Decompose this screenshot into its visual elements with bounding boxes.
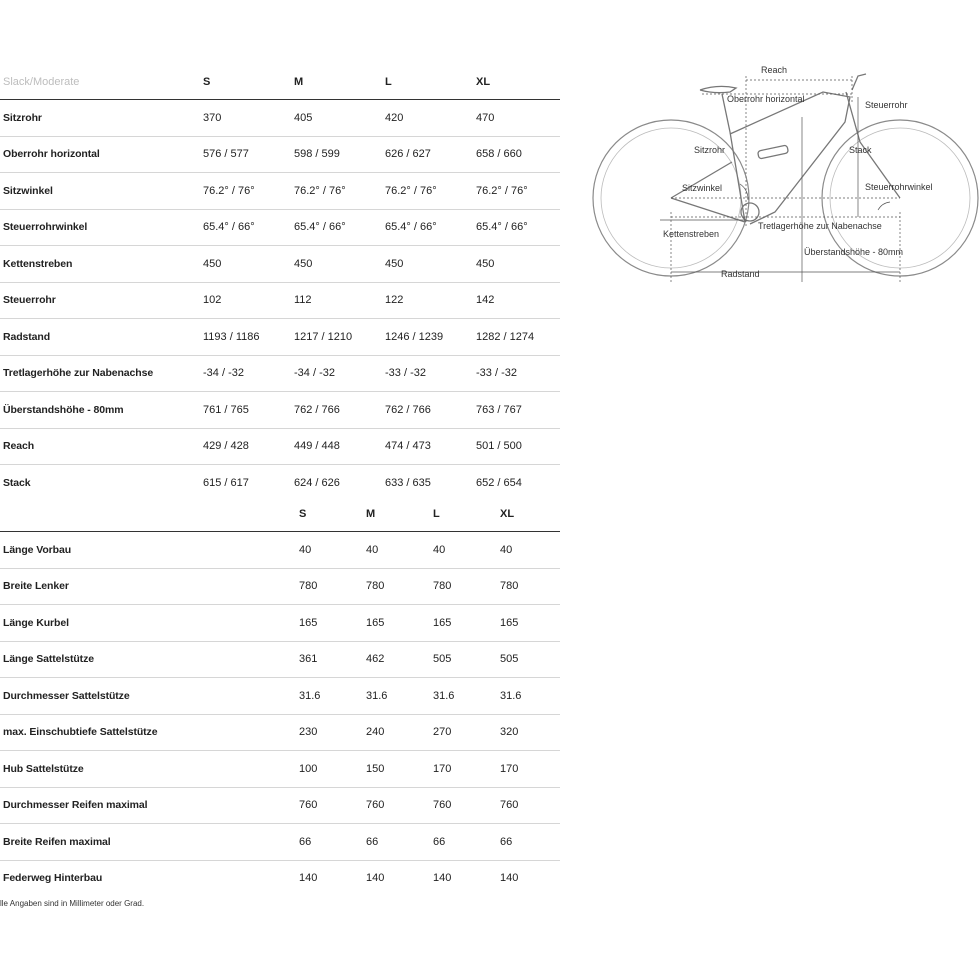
table-row xyxy=(0,282,560,319)
geometry-header-cell: XL xyxy=(473,64,560,100)
table-row xyxy=(0,824,560,861)
components-cell: 31.6 xyxy=(296,678,363,715)
geometry-table-header xyxy=(0,64,560,100)
components-cell: 140 xyxy=(299,872,318,885)
geometry-header-cell: M xyxy=(291,64,382,100)
bb-drop-label: Tretlagerhöhe zur Nabenachse xyxy=(758,221,882,231)
components-row-label: Länge Sattelstütze xyxy=(0,641,296,678)
table-row xyxy=(0,532,560,569)
components-cell: 505 xyxy=(497,641,560,678)
table-row xyxy=(0,605,560,642)
geometry-cell: 474 / 473 xyxy=(382,428,473,465)
components-table-header xyxy=(0,496,560,532)
components-cell: 66 xyxy=(497,824,560,861)
geometry-cell: 501 / 500 xyxy=(473,428,560,465)
top-tube-label: Oberrohr horizontal xyxy=(727,94,805,104)
geometry-cell: 1246 / 1239 xyxy=(382,319,473,356)
geometry-cell: 450 xyxy=(291,246,382,283)
components-cell: 320 xyxy=(497,714,560,751)
geometry-cell: 450 xyxy=(200,246,291,283)
standover-label: Überstandshöhe - 80mm xyxy=(804,247,904,257)
components-row-label: Durchmesser Reifen maximal xyxy=(0,787,296,824)
table-row xyxy=(0,355,560,392)
components-cell: 140 xyxy=(433,872,452,885)
table-row xyxy=(0,209,560,246)
components-cell: 230 xyxy=(296,714,363,751)
geometry-row-label: Tretlagerhöhe zur Nabenachse xyxy=(0,355,200,392)
geometry-cell: 576 / 577 xyxy=(200,136,291,173)
geometry-cell: 65.4° / 66° xyxy=(291,209,382,246)
components-cell: 40 xyxy=(430,532,497,569)
table-row xyxy=(0,568,560,605)
geometry-cell: 112 xyxy=(291,282,382,319)
components-header-cell: L xyxy=(430,496,497,532)
components-cell: 760 xyxy=(296,787,363,824)
table-row xyxy=(0,714,560,751)
geometry-cell: 76.2° / 76° xyxy=(291,173,382,210)
geometry-cell: 370 xyxy=(200,100,291,137)
stack-label: Stack xyxy=(849,145,872,155)
components-row-label: max. Einschubtiefe Sattelstütze xyxy=(0,714,296,751)
geometry-row-label: Reach xyxy=(0,428,200,465)
geometry-cell: 420 xyxy=(382,100,473,137)
components-cell: 270 xyxy=(430,714,497,751)
geometry-cell: 76.2° / 76° xyxy=(382,173,473,210)
geometry-cell: 633 / 635 xyxy=(385,476,431,489)
components-cell: 165 xyxy=(296,605,363,642)
geometry-cell: 76.2° / 76° xyxy=(473,173,560,210)
geometry-cell: 65.4° / 66° xyxy=(382,209,473,246)
components-cell: 170 xyxy=(497,751,560,788)
geometry-cell: 65.4° / 66° xyxy=(200,209,291,246)
components-cell: 760 xyxy=(497,787,560,824)
geometry-row-label: Oberrohr horizontal xyxy=(0,136,200,173)
components-header-row xyxy=(0,496,560,532)
components-header-cell: S xyxy=(296,496,363,532)
table-row xyxy=(0,246,560,283)
components-cell: 140 xyxy=(500,872,519,885)
geometry-cell: 102 xyxy=(200,282,291,319)
geometry-cell: 626 / 627 xyxy=(382,136,473,173)
geometry-cell: 763 / 767 xyxy=(473,392,560,429)
geometry-header-cell: S xyxy=(200,64,291,100)
components-cell: 361 xyxy=(296,641,363,678)
table-row xyxy=(0,641,560,678)
geometry-cell: 142 xyxy=(473,282,560,319)
components-cell: 150 xyxy=(363,751,430,788)
components-cell: 170 xyxy=(430,751,497,788)
components-cell: 100 xyxy=(296,751,363,788)
geometry-cell: 76.2° / 76° xyxy=(200,173,291,210)
geometry-cell: -34 / -32 xyxy=(200,355,291,392)
components-cell: 780 xyxy=(430,568,497,605)
geometry-cell: 450 xyxy=(473,246,560,283)
components-table xyxy=(0,496,560,896)
geometry-row-label: Stack xyxy=(3,476,31,489)
components-cell: 40 xyxy=(296,532,363,569)
components-row-label: Länge Kurbel xyxy=(0,605,296,642)
components-cell: 40 xyxy=(497,532,560,569)
components-cell: 760 xyxy=(430,787,497,824)
table-row xyxy=(0,100,560,137)
head-angle-label: Steuerrohrwinkel xyxy=(865,182,933,192)
components-row-label: Hub Sattelstütze xyxy=(0,751,296,788)
geometry-cell: 652 / 654 xyxy=(476,476,522,489)
geometry-row-label: Radstand xyxy=(0,319,200,356)
components-header-cell: M xyxy=(363,496,430,532)
wheelbase-label: Radstand xyxy=(721,269,760,279)
components-cell: 31.6 xyxy=(363,678,430,715)
diagram-labels xyxy=(663,65,933,279)
footnote: lle Angaben sind in Millimeter oder Grad. xyxy=(0,899,145,908)
components-row-label: Breite Reifen maximal xyxy=(0,824,296,861)
head-tube-label: Steuerrohr xyxy=(865,100,908,110)
geometry-cell: 762 / 766 xyxy=(382,392,473,429)
seat-angle-label: Sitzwinkel xyxy=(682,183,723,193)
geometry-cell: 1193 / 1186 xyxy=(200,319,291,356)
geometry-header-cell: L xyxy=(382,64,473,100)
components-cell: 140 xyxy=(366,872,385,885)
seat-tube-label: Sitzrohr xyxy=(694,145,726,155)
components-cell: 66 xyxy=(430,824,497,861)
table-row xyxy=(0,392,560,429)
bike-geometry-diagram xyxy=(590,62,980,292)
geometry-table-body xyxy=(0,100,560,501)
components-header-cell xyxy=(0,496,296,532)
geometry-cell: 122 xyxy=(382,282,473,319)
geometry-cell: -33 / -32 xyxy=(382,355,473,392)
table-row xyxy=(0,319,560,356)
components-table-body xyxy=(0,532,560,897)
components-cell: 66 xyxy=(363,824,430,861)
components-cell: 760 xyxy=(363,787,430,824)
components-cell: 505 xyxy=(430,641,497,678)
geometry-cell: 1217 / 1210 xyxy=(291,319,382,356)
geometry-cell: 658 / 660 xyxy=(473,136,560,173)
geometry-cell: 429 / 428 xyxy=(200,428,291,465)
components-row-label: Federweg Hinterbau xyxy=(3,872,103,885)
components-cell: 31.6 xyxy=(430,678,497,715)
components-cell: 780 xyxy=(363,568,430,605)
components-cell: 240 xyxy=(363,714,430,751)
reach-label: Reach xyxy=(761,65,788,75)
components-cell: 31.6 xyxy=(497,678,560,715)
components-cell: 40 xyxy=(363,532,430,569)
components-cell: 165 xyxy=(363,605,430,642)
components-cell: 780 xyxy=(296,568,363,605)
geometry-cell: 624 / 626 xyxy=(294,476,340,489)
geometry-cell: 405 xyxy=(291,100,382,137)
geometry-cell: 1282 / 1274 xyxy=(473,319,560,356)
table-row xyxy=(0,751,560,788)
table-row xyxy=(0,136,560,173)
components-cell: 66 xyxy=(296,824,363,861)
geometry-row-label: Steuerrohr xyxy=(0,282,200,319)
geometry-cell: 449 / 448 xyxy=(291,428,382,465)
components-row-label: Durchmesser Sattelstütze xyxy=(0,678,296,715)
geometry-table xyxy=(0,64,560,501)
geometry-cell: 598 / 599 xyxy=(291,136,382,173)
geometry-cell: 615 / 617 xyxy=(203,476,249,489)
components-header-cell: XL xyxy=(497,496,560,532)
geometry-cell: -34 / -32 xyxy=(291,355,382,392)
table-row xyxy=(0,787,560,824)
geometry-cell: 761 / 765 xyxy=(200,392,291,429)
geometry-row-label: Sitzwinkel xyxy=(0,173,200,210)
components-cell: 165 xyxy=(497,605,560,642)
geometry-row-label: Kettenstreben xyxy=(0,246,200,283)
components-cell: 462 xyxy=(363,641,430,678)
geometry-cell: 450 xyxy=(382,246,473,283)
geometry-row-label: Sitzrohr xyxy=(0,100,200,137)
geometry-header-row xyxy=(0,64,560,100)
components-cell: 780 xyxy=(497,568,560,605)
components-cell: 165 xyxy=(430,605,497,642)
geometry-row-label: Steuerrohrwinkel xyxy=(0,209,200,246)
components-row-label: Breite Lenker xyxy=(0,568,296,605)
components-row-label: Länge Vorbau xyxy=(0,532,296,569)
table-row xyxy=(0,428,560,465)
table-row xyxy=(0,173,560,210)
geometry-header-cell: Slack/Moderate xyxy=(0,64,200,100)
geometry-cell: 65.4° / 66° xyxy=(473,209,560,246)
geometry-cell: 470 xyxy=(473,100,560,137)
chainstays-label: Kettenstreben xyxy=(663,229,720,239)
geometry-row-label: Überstandshöhe - 80mm xyxy=(0,392,200,429)
table-row xyxy=(0,678,560,715)
geometry-cell: 762 / 766 xyxy=(291,392,382,429)
table-row xyxy=(0,860,560,896)
geometry-cell: -33 / -32 xyxy=(473,355,560,392)
